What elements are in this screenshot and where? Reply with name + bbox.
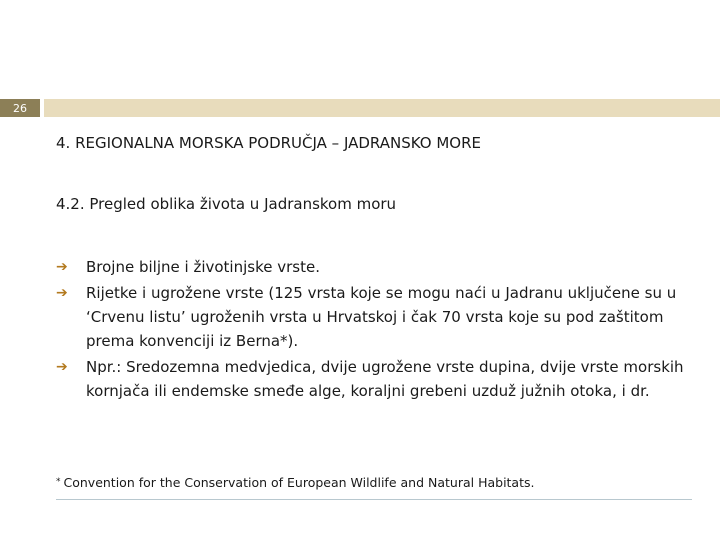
bullet-text: Rijetke i ugrožene vrste (125 vrsta koje se mogu naći u Jadranu uključene su u ‘Crvenu listu’ ugroženih vrsta u Hrvatskoj i čak 70 vrsta koje su pod zaštitom prema konvenciji iz Berna*).	[86, 284, 677, 350]
footnote	[56, 475, 534, 490]
header-bar	[44, 99, 720, 117]
list-item	[56, 255, 696, 279]
subsection-title: 4.2. Pregled oblika života u Jadranskom moru	[56, 195, 397, 213]
arrow-right-icon: ➔	[56, 359, 68, 375]
bullet-text: Brojne biljne i životinjske vrste.	[86, 258, 320, 276]
footnote-marker: *	[56, 477, 61, 487]
list-item	[56, 355, 696, 403]
list-item	[56, 281, 696, 353]
section-title: 4. REGIONALNA MORSKA PODRUČJA – JADRANSKO MORE	[56, 134, 481, 152]
bullet-text: Npr.: Sredozemna medvjedica, dvije ugrožene vrste dupina, dvije vrste morskih kornjača ili endemske smeđe alge, koraljni grebeni uzduž južnih otoka, i dr.	[86, 358, 684, 400]
page-number-badge	[0, 99, 40, 117]
bullet-list	[56, 255, 696, 405]
footer-divider	[56, 499, 692, 500]
arrow-right-icon: ➔	[56, 259, 68, 275]
arrow-right-icon: ➔	[56, 285, 68, 301]
page-number: 26	[13, 101, 27, 115]
footnote-text: Convention for the Conservation of European Wildlife and Natural Habitats.	[63, 475, 535, 490]
